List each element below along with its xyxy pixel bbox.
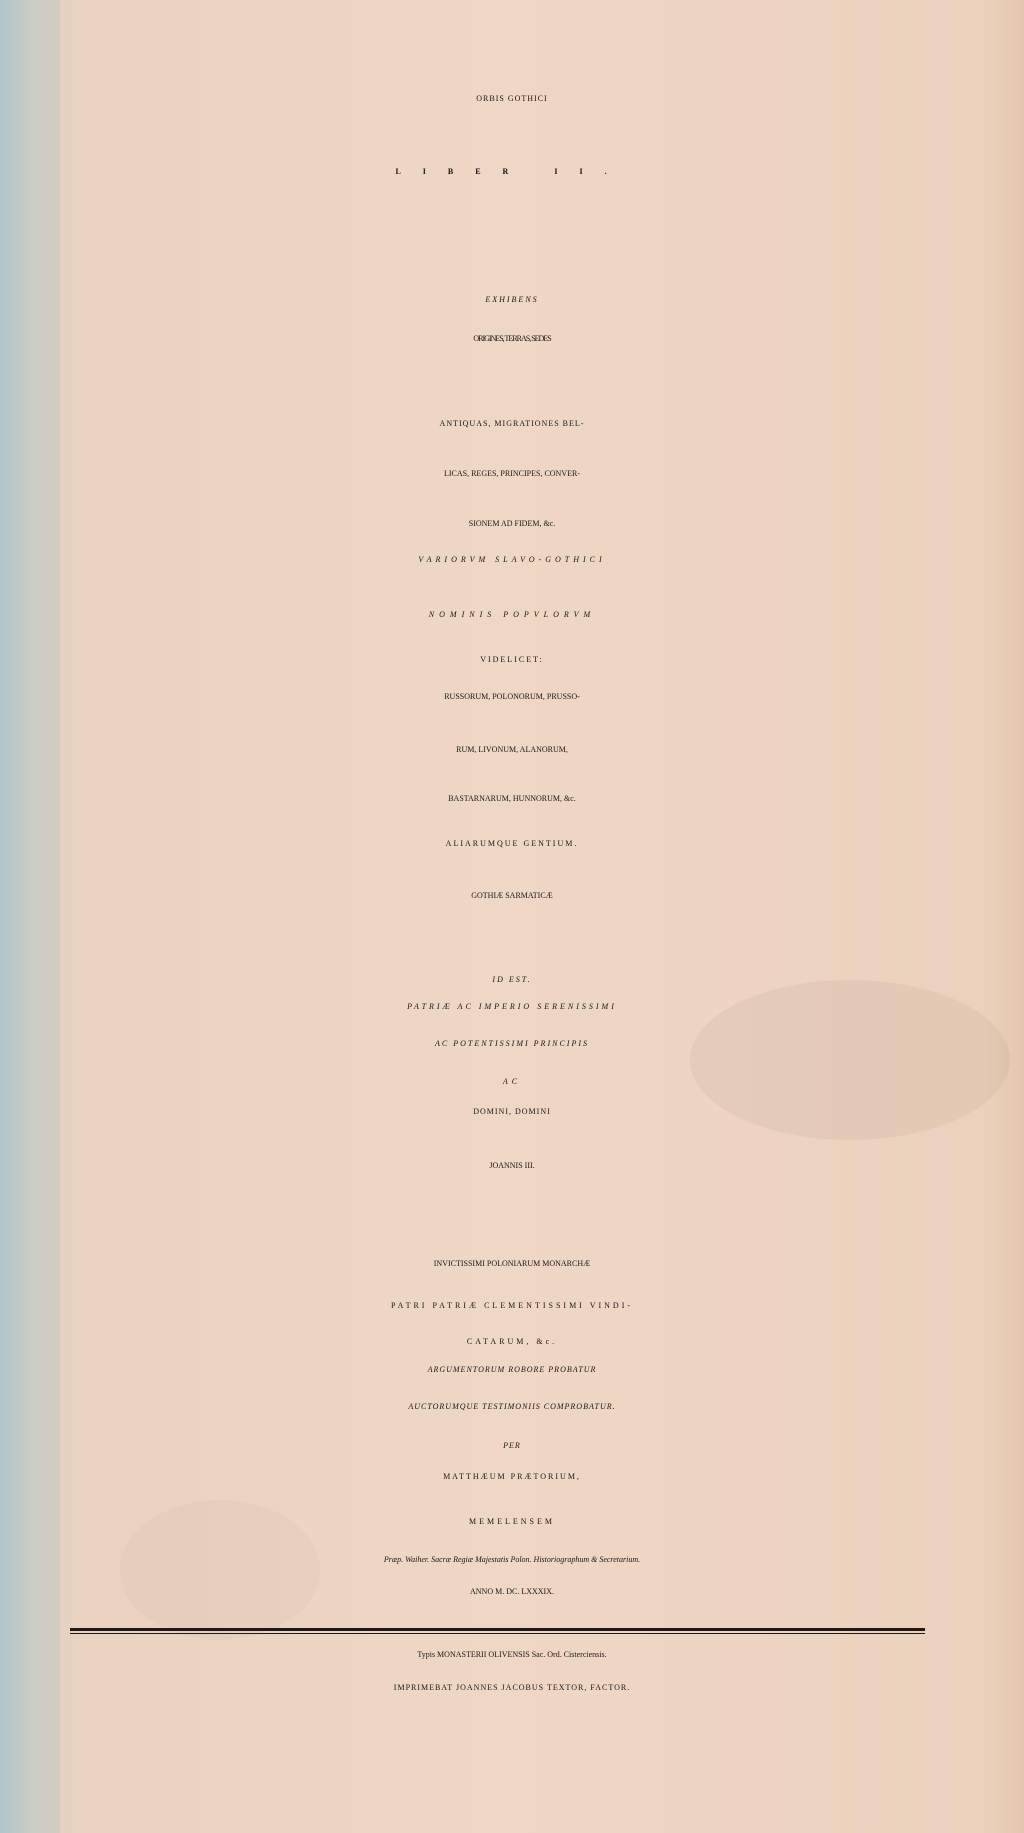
author-line: MATTHÆUM PRÆTORIUM, [443,1472,581,1481]
imprimebat-line: IMPRIMEBAT JOANNES JACOBUS TEXTOR, FACTOR. [393,1683,631,1692]
variorum-line: VARIORVM SLAVO-GOTHICI [418,555,606,564]
memelensem-line: MEMELENSEM [469,1517,555,1526]
domini-line: DOMINI, DOMINI [473,1107,551,1116]
bastarnarum-line: BASTARNARUM, HUNNORUM, &c. [448,794,576,803]
patriae-line: PATRIÆ AC IMPERIO SERENISSIMI [407,1002,617,1011]
exhibens-line: EXHIBENS [485,295,539,304]
auctorum-line: AUCTORUMQUE TESTIMONIIS COMPROBATUR. [408,1402,616,1411]
licas-line: LICAS, REGES, PRINCIPES, CONVER- [443,469,580,478]
anno-line: ANNO M. DC. LXXXIX. [470,1587,554,1596]
videlicet-line: VIDELICET: [480,655,544,664]
nominis-line: NOMINIS POPVLORVM [428,610,596,619]
typis-line: Typis MONASTERII OLIVENSIS Sac. Ord. Cisterciensis. [417,1650,607,1659]
antiquas-line: ANTIQUAS, MIGRATIONES BEL- [439,419,585,428]
id-est-line: ID EST. [492,975,532,984]
sionem-line: SIONEM AD FIDEM, &c. [468,519,556,528]
argumentorum-line: ARGUMENTORUM ROBORE PROBATUR [427,1365,597,1374]
divider-rule [70,1628,925,1634]
rum-line: RUM, LIVONUM, ALANORUM, [456,745,568,754]
patri-line: PATRI PATRIÆ CLEMENTISSIMI VINDI- [390,1301,634,1310]
ac-line: AC [502,1077,522,1086]
per-line: PER [503,1441,521,1450]
russorum-line: RUSSORUM, POLONORUM, PRUSSO- [444,692,580,701]
catarum-line: CATARUM, &c. [466,1337,558,1346]
aliarum-line: ALIARUMQUE GENTIUM. [445,839,579,848]
origines-line: ORIGINES, TERRAS, SEDES [473,334,551,343]
gothiae-line: GOTHIÆ SARMATICÆ [471,891,553,900]
invictissimi-line: INVICTISSIMI POLONIARUM MONARCHÆ [433,1259,591,1268]
praep-line: Præp. Waiher. Sacræ Regiæ Majestatis Polon. Historiographum & Secretarium. [383,1555,641,1564]
ac-potentissimi-line: AC POTENTISSIMI PRINCIPIS [435,1039,589,1048]
title-line-1: ORBIS GOTHICI [476,94,548,103]
joannis-line: JOANNIS III. [489,1161,535,1170]
title-line-2: LIBER II. [395,167,629,176]
